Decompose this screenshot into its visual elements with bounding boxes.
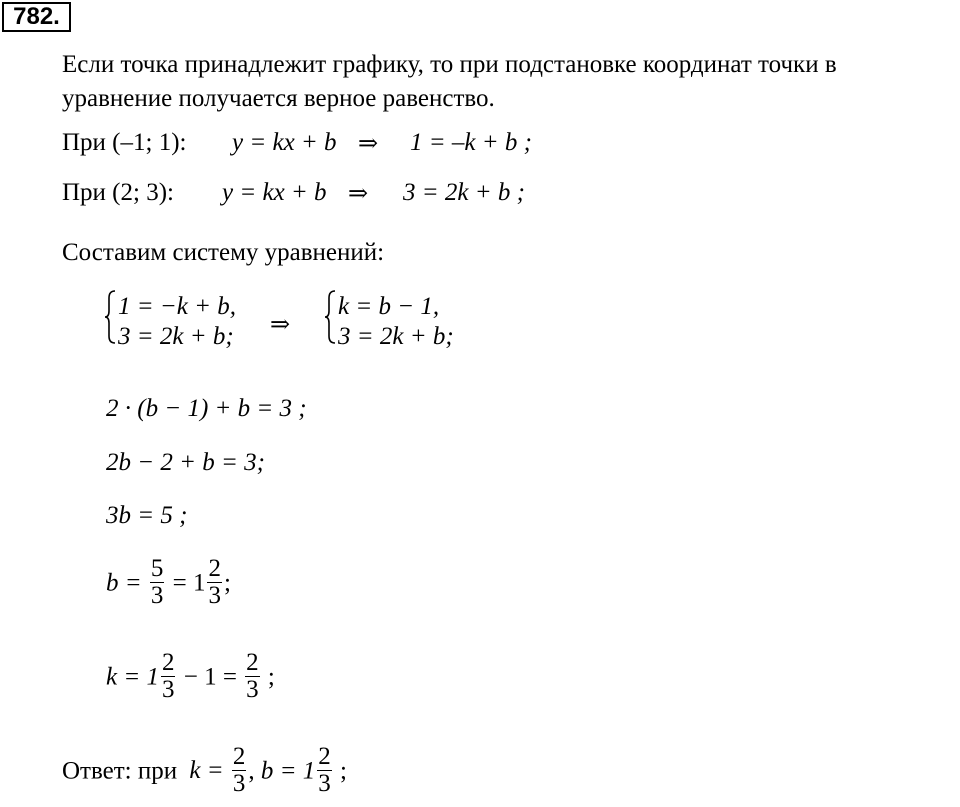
- intro-line-2: уравнение получается верное равенство.: [62, 85, 495, 112]
- step-4: b = $\frac{5}{3}$ = 1 $\frac{2}{3}$ ;: [106, 555, 231, 610]
- fraction: $\frac{5}{3}$: [150, 555, 164, 610]
- implies-arrow-3: ⇒: [270, 310, 291, 338]
- problem-number: 782.: [2, 2, 71, 32]
- system-right-eq1: k = b − 1,: [338, 293, 440, 320]
- fraction: $\frac{2}{3}$: [318, 743, 331, 798]
- case2-label: При (2; 3):: [62, 179, 174, 206]
- step-2: 2b − 2 + b = 3;: [106, 449, 265, 476]
- step-5: k = 1 $\frac{2}{3}$ − 1 = $\frac{2}{3}$ ;: [106, 649, 275, 704]
- system-left-eq2: 3 = 2k + b;: [118, 323, 234, 350]
- case2-equation: y = kx + b: [222, 179, 327, 206]
- intro-line-1: Если точка принадлежит графику, то при подстановке координат точки в: [62, 51, 837, 78]
- system-heading: Составим систему уравнений:: [62, 239, 385, 266]
- system-right-eq2: 3 = 2k + b;: [338, 323, 454, 350]
- fraction: $\frac{2}{3}$: [232, 743, 246, 798]
- answer: Ответ: при k = $\frac{2}{3}$ , b = 1 $\frac{2}{3}$ ;: [62, 743, 347, 798]
- step-3: 3b = 5 ;: [106, 502, 188, 529]
- step-1: 2 · (b − 1) + b = 3 ;: [106, 395, 307, 422]
- fraction: $\frac{2}{3}$: [161, 649, 175, 704]
- fraction: $\frac{2}{3}$: [246, 649, 259, 704]
- case2-result: 3 = 2k + b ;: [403, 179, 525, 206]
- case1-label: При (–1; 1):: [62, 129, 187, 156]
- brace-icon: [324, 290, 336, 344]
- fraction: $\frac{2}{3}$: [208, 555, 221, 610]
- case1-equation: y = kx + b: [232, 129, 337, 156]
- system-left-eq1: 1 = −k + b,: [118, 293, 236, 320]
- answer-label: Ответ: при: [62, 757, 178, 785]
- implies-arrow-1: ⇒: [358, 129, 379, 157]
- case1-result: 1 = –k + b ;: [410, 129, 532, 156]
- brace-icon: [104, 290, 116, 344]
- implies-arrow-2: ⇒: [348, 179, 369, 207]
